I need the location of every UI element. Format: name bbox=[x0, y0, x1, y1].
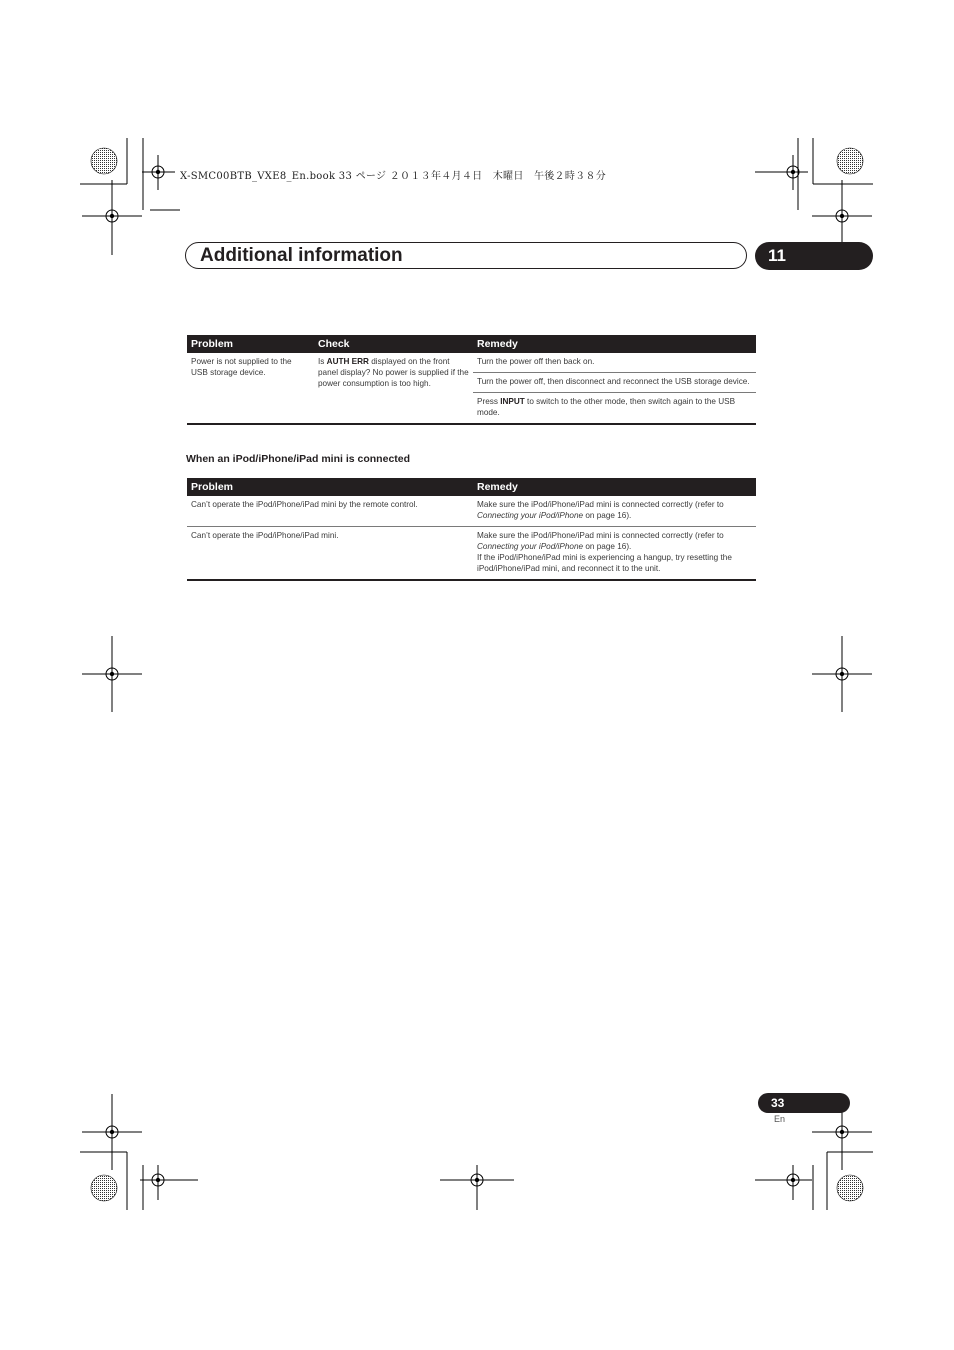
problem-text: Power is not supplied to the USB storage device. bbox=[191, 357, 292, 377]
check-keyword: AUTH ERR bbox=[326, 357, 369, 366]
header-problem: Problem bbox=[187, 335, 314, 353]
remedy-text-pre: Press bbox=[477, 397, 501, 406]
remedy-reference: Connecting your iPod/iPhone bbox=[477, 542, 584, 551]
remedy-text-pre: Make sure the iPod/iPhone/iPad mini is connected correctly (refer to bbox=[477, 531, 724, 540]
header-remedy: Remedy bbox=[473, 335, 756, 353]
problem-cell bbox=[187, 496, 473, 527]
remedy-cell bbox=[473, 353, 756, 373]
problem-cell bbox=[187, 353, 314, 424]
problem-text: Can’t operate the iPod/iPhone/iPad mini by the remote control. bbox=[191, 500, 418, 509]
remedy-text-post: on page 16). bbox=[583, 542, 632, 551]
problem-text: Can’t operate the iPod/iPhone/iPad mini. bbox=[191, 531, 339, 540]
check-text-pre: Is bbox=[318, 357, 327, 366]
remedy-text-post: on page 16). bbox=[583, 511, 632, 520]
table-row bbox=[187, 496, 756, 527]
remedy-text: Turn the power off, then disconnect and reconnect the USB storage device. bbox=[477, 377, 750, 386]
check-cell bbox=[314, 353, 473, 424]
chapter-title: Additional information bbox=[200, 245, 403, 266]
remedy-reference: Connecting your iPod/iPhone bbox=[477, 511, 584, 520]
remedy-text: Turn the power off then back on. bbox=[477, 357, 595, 366]
table-row bbox=[187, 527, 756, 581]
check-text-post: displayed on the front panel display? No power is supplied if the power consumption is too high. bbox=[318, 357, 469, 388]
table-row bbox=[187, 353, 756, 373]
problem-cell bbox=[187, 527, 473, 581]
remedy-text-extra: If the iPod/iPhone/iPad mini is experiencing a hangup, try resetting the iPod/iPhone/iPad mini, and reconnect it to the unit. bbox=[477, 553, 732, 573]
header-problem: Problem bbox=[187, 478, 473, 496]
page-number: 33 bbox=[771, 1096, 785, 1110]
remedy-text-pre: Make sure the iPod/iPhone/iPad mini is connected correctly (refer to bbox=[477, 500, 724, 509]
chapter-number: 11 bbox=[768, 246, 786, 265]
print-job-header: X-SMC00BTB_VXE8_En.book 33 ページ ２０１３年４月４日 木曜日 午後２時３８分 bbox=[180, 171, 607, 182]
troubleshooting-table-ipod bbox=[187, 478, 756, 581]
remedy-keyword: INPUT bbox=[500, 397, 525, 406]
page-language: En bbox=[774, 1114, 786, 1124]
table-header-row bbox=[187, 478, 756, 496]
remedy-cell bbox=[473, 496, 756, 527]
troubleshooting-table-usb bbox=[187, 335, 756, 425]
remedy-cell bbox=[473, 373, 756, 393]
remedy-cell bbox=[473, 393, 756, 425]
remedy-text-post: to switch to the other mode, then switch again to the USB mode. bbox=[477, 397, 736, 417]
header-check: Check bbox=[314, 335, 473, 353]
section-heading: When an iPod/iPhone/iPad mini is connected bbox=[186, 453, 411, 465]
table-header-row bbox=[187, 335, 756, 353]
remedy-cell bbox=[473, 527, 756, 581]
header-remedy: Remedy bbox=[473, 478, 756, 496]
